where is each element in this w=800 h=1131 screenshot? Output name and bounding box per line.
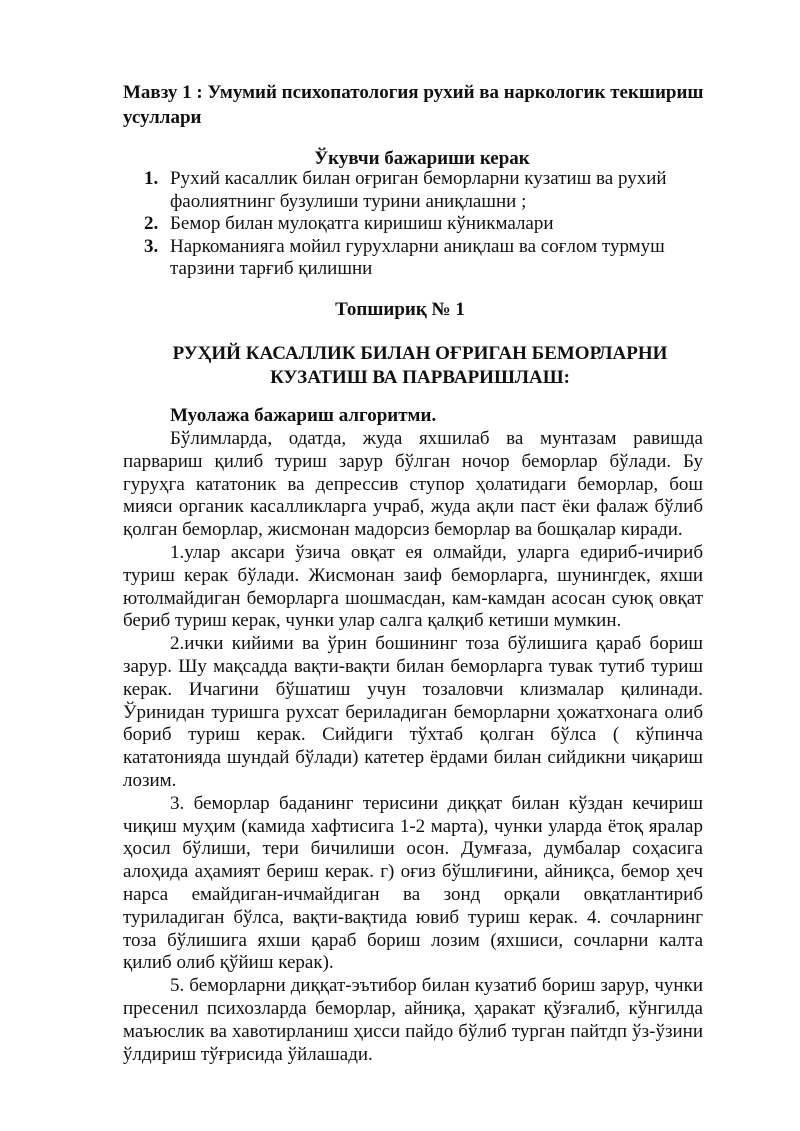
paragraph: Бўлимларда, одатда, жуда яхшилаб ва мунтазам равишда парвариш қилиб туриш зарур бўлган ночор беморлар бўлади. Бу гуруҳга кататоник ва депрессив ступор ҳолатидаги беморлар, бош мияси органик касалликларга учраб, жуда ақли паст ёки фалаж бўлиб қолган беморлар, жисмонан мадорсиз беморлар ва бошқалар киради. bbox=[123, 428, 703, 541]
algorithm-heading: Муолажа бажариш алгоритми. bbox=[170, 405, 437, 426]
assignment-heading: Топшириқ № 1 bbox=[335, 299, 465, 320]
body-text bbox=[123, 428, 703, 1066]
list-item-number: 2. bbox=[144, 213, 159, 234]
list-item bbox=[130, 236, 700, 281]
list-item-number: 3. bbox=[144, 235, 159, 257]
paragraph: 1.улар аксари ўзича овқат ея олмайди, уларга едириб-ичириб туриш керак бўлади. Жисмонан заиф беморларга, шунингдек, яхши ютолмайдиган беморларга шошмасдан, кам-камдан асосан суюқ овқат бериб туриш керак, чунки улар салга қалқиб кетиши мумкин. bbox=[123, 541, 703, 632]
paragraph: 5. беморларни диққат-эътибор билан кузатиб бориш зарур, чунки пресенил психозларда беморлар, айниқа, ҳаракат қўзғалиб, кўнгилда маъюслик ва хавотирланиш ҳисси пайдо бўлиб турган пайтдп ўз-ўзини ўлдириш тўғрисида ўйлашади. bbox=[123, 975, 703, 1065]
student-requirements-heading: Ўкувчи бажариши керак bbox=[314, 148, 530, 169]
list-item-text: Наркоманияга мойил гурухларни аниқлаш ва соғлом турмуш тарзини тарғиб қилишни bbox=[170, 235, 665, 279]
list-item-text: Бемор билан мулоқатга киришиш кўникмалари bbox=[170, 213, 554, 234]
list-item bbox=[130, 213, 700, 236]
list-item-number: 1. bbox=[144, 168, 159, 189]
topic-heading: Мавзу 1 : Умумий психопатология рухий ва наркологик текшириш усуллари bbox=[123, 82, 704, 128]
list-item bbox=[130, 168, 700, 213]
requirements-list bbox=[130, 168, 700, 281]
paragraph: 2.ички кийими ва ўрин бошининг тоза бўлишига қараб бориш зарур. Шу мақсадда вақти-вақти билан беморларга тувак тутиб туриш керак. Ичагини бўшатиш учун тозаловчи клизмалар қилинади. Ўринидан туришга рухсат бериладиган беморларни ҳожатхонага олиб бориб туриш керак. Сийдиги тўхтаб қолган бўлса ( кўпинча кататонияда шундай бўлади) катетер ёрдами билан сийдикни чиқариш лозим. bbox=[123, 633, 703, 791]
paragraph: 3. беморлар баданинг терисини диққат билан кўздан кечириш чиқиш муҳим (камида хафтисига 1-2 марта), чунки уларда ётоқ яралар ҳосил бўлиши, тери бичилиши осон. Думғаза, думбалар соҳасига алоҳида аҳамият бериш керак. г) оғиз бўшлиғини, айниқса, бемор ҳеч нарса емайдиган-ичмайдиган ва зонд орқали овқатлантириб туриладиган бўлса, вақти-вақтида ювиб туриш керак. 4. сочларнинг тоза бўлишига яхши қараб бориш лозим (яхшиси, сочларни калта қилиб олиб қўйиш керак). bbox=[123, 792, 703, 974]
section-title: РУҲИЙ КАСАЛЛИК БИЛАН ОҒРИГАН БЕМОРЛАРНИ КУЗАТИШ ВА ПАРВАРИШЛАШ: bbox=[172, 343, 668, 388]
list-item-text: Рухий касаллик билан оғриган беморларни кузатиш ва рухий фаолиятнинг бузулиши турини аниқлашни ; bbox=[170, 168, 667, 212]
